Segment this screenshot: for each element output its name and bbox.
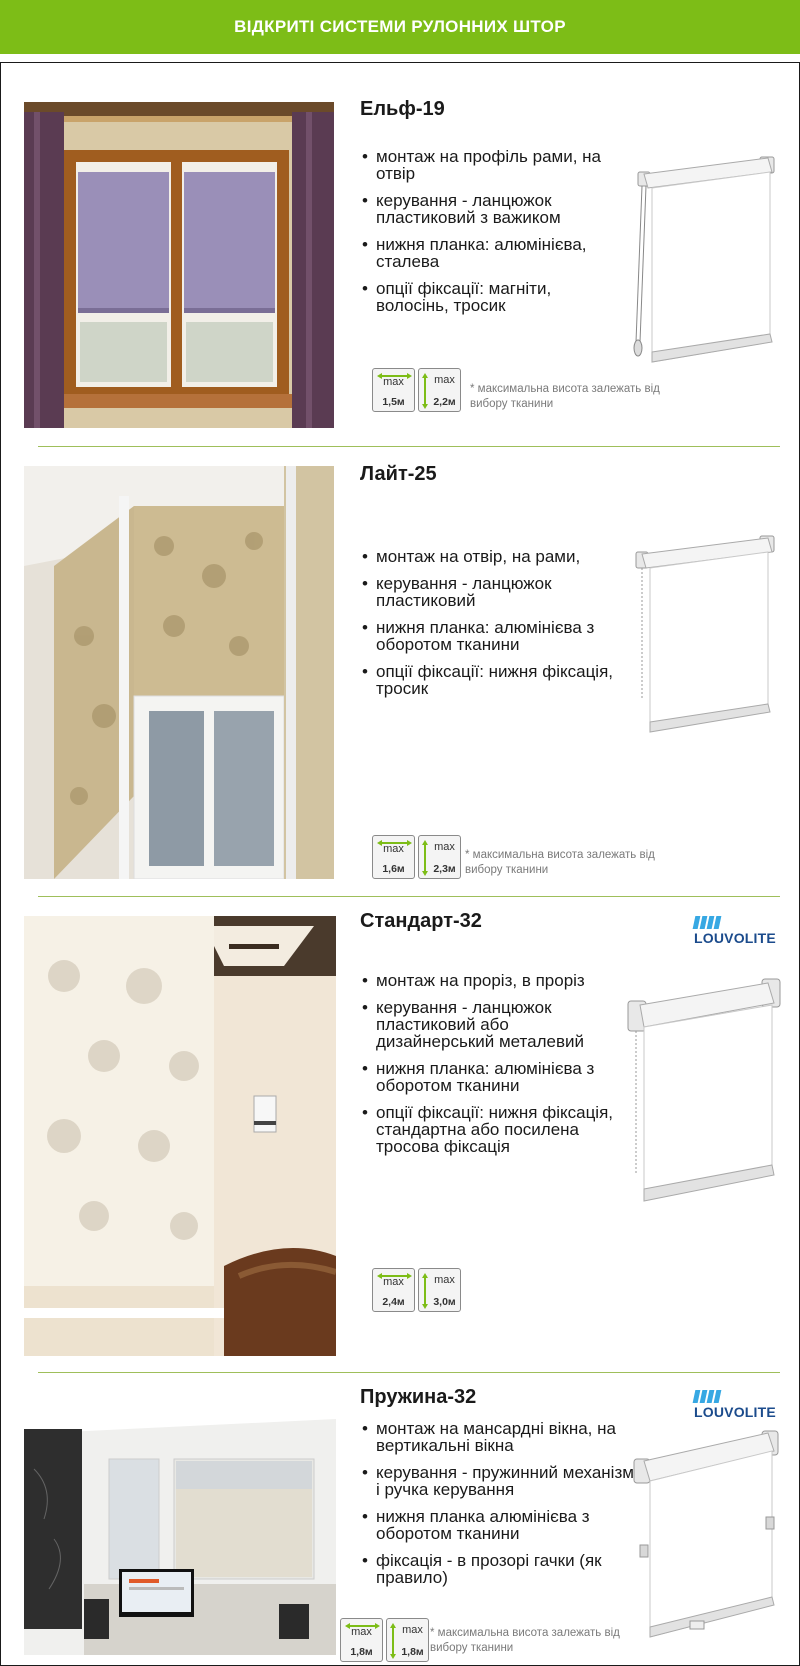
max-width-value: 1,6м	[382, 863, 405, 875]
max-height-badge	[418, 368, 461, 412]
louvolite-logo	[694, 1390, 778, 1420]
max-size-badges	[372, 1268, 461, 1312]
feature-list	[360, 148, 620, 324]
logo-text: LOUVOLITE	[694, 1404, 776, 1420]
feature-item: • керування - ланцюжок пластиковий з важиком	[360, 192, 620, 226]
max-height-value: 1,8м	[401, 1646, 424, 1658]
max-width-badge	[372, 1268, 415, 1312]
feature-item: • монтаж на профіль рами, на отвір	[360, 148, 620, 182]
max-size-badges	[372, 835, 461, 879]
feature-item: • нижня планка: алюмінієва, сталева	[360, 236, 620, 270]
section-divider	[38, 1372, 780, 1373]
product-name: Лайт-25	[360, 463, 437, 485]
product-illustration	[622, 975, 787, 1215]
max-label: max	[383, 376, 404, 388]
product-illustration	[630, 152, 780, 377]
feature-item: • опції фіксації: нижня фіксація, стандартна або посилена тросова фіксація	[360, 1104, 615, 1155]
feature-item: • керування - ланцюжок пластиковий або дизайнерський металевий	[360, 999, 615, 1050]
section-divider	[38, 896, 780, 897]
feature-item: • нижня планка: алюмінієва з оборотом тканини	[360, 619, 630, 653]
max-width-badge	[340, 1618, 383, 1662]
page-title: ВІДКРИТІ СИСТЕМИ РУЛОННИХ ШТОР	[234, 17, 566, 36]
max-height-value: 2,3м	[433, 863, 456, 875]
max-label: max	[383, 1276, 404, 1288]
feature-item: • монтаж на мансардні вікна, на вертикальні вікна	[360, 1420, 635, 1454]
feature-item: • фіксація - в прозорі гачки (як правило)	[360, 1552, 635, 1586]
product-photo	[24, 916, 336, 1356]
max-label: max	[402, 1624, 423, 1636]
louvolite-logo-icon	[694, 916, 778, 929]
product-illustration	[630, 1425, 785, 1645]
max-height-badge	[418, 835, 461, 879]
max-label: max	[434, 1274, 455, 1286]
max-height-value: 2,2м	[433, 396, 456, 408]
product-name: Пружина-32	[360, 1386, 477, 1408]
max-height-badge	[386, 1618, 429, 1662]
louvolite-logo	[694, 916, 778, 946]
louvolite-logo-icon	[694, 1390, 778, 1403]
max-label: max	[383, 843, 404, 855]
max-height-note: * максимальна висота залежать від вибору тканини	[470, 383, 660, 410]
logo-text: LOUVOLITE	[694, 930, 776, 946]
page-header	[0, 0, 800, 54]
max-height-note: * максимальна висота залежать від вибору тканини	[430, 1627, 620, 1654]
feature-list	[360, 972, 615, 1165]
product-photo	[24, 466, 334, 879]
max-width-value: 1,8м	[350, 1646, 373, 1658]
max-width-badge	[372, 835, 415, 879]
max-size-badges	[340, 1618, 429, 1662]
max-width-value: 2,4м	[382, 1296, 405, 1308]
feature-item: • нижня планка алюмінієва з оборотом тканини	[360, 1508, 635, 1542]
feature-item: • керування - ланцюжок пластиковий	[360, 575, 630, 609]
feature-item: • опції фіксації: нижня фіксація, тросик	[360, 663, 630, 697]
max-label: max	[351, 1626, 372, 1638]
max-width-badge	[372, 368, 415, 412]
max-height-value: 3,0м	[433, 1296, 456, 1308]
feature-item: • опції фіксації: магніти, волосінь, тросик	[360, 280, 620, 314]
feature-item: • нижня планка: алюмінієва з оборотом тканини	[360, 1060, 615, 1094]
section-divider	[38, 446, 780, 447]
product-photo	[24, 102, 334, 428]
product-photo	[24, 1389, 336, 1655]
feature-item: • монтаж на отвір, на рами,	[360, 548, 630, 565]
max-height-badge	[418, 1268, 461, 1312]
max-height-note: * максимальна висота залежать від вибору тканини	[465, 849, 655, 876]
max-width-value: 1,5м	[382, 396, 405, 408]
product-name: Ельф-19	[360, 98, 445, 120]
feature-item: • монтаж на проріз, в проріз	[360, 972, 615, 989]
feature-list	[360, 1420, 635, 1596]
feature-item: • керування - пружинний механізм і ручка керування	[360, 1464, 635, 1498]
product-illustration	[630, 530, 780, 750]
feature-list	[360, 548, 630, 707]
max-label: max	[434, 841, 455, 853]
product-name: Стандарт-32	[360, 910, 482, 932]
max-label: max	[434, 374, 455, 386]
max-size-badges	[372, 368, 461, 412]
